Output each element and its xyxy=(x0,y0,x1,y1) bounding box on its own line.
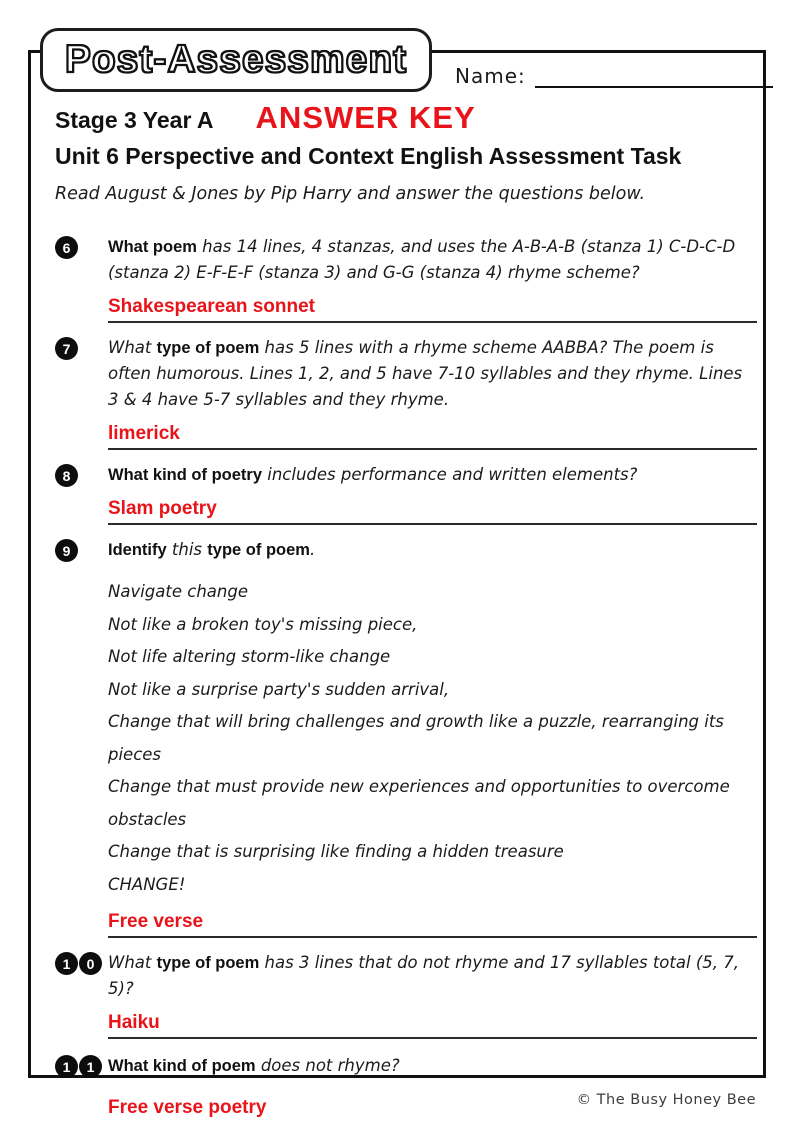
question-7-body xyxy=(108,335,757,450)
question-6 xyxy=(55,234,757,323)
circled-digit-icon: 1 xyxy=(55,952,78,975)
question-7-text: What type of poem has 5 lines with a rhyme scheme AABBA? The poem is often humorous. Lines 1, 2, and 5 have 7-10 syllables and they rhyme. Lines 3 & 4 have 5-7 syllables and they rhyme. xyxy=(108,338,743,409)
question-6-body xyxy=(108,234,757,323)
question-6-text: What poem has 14 lines, 4 stanzas, and uses the A-B-A-B (stanza 1) C-D-C-D (stanza 2) E-F-E-F (stanza 3) and G-G (stanza 4) rhyme scheme? xyxy=(108,237,736,282)
poem-line: Change that is surprising like finding a hidden treasure xyxy=(108,842,564,861)
question-8-answer-line xyxy=(108,498,757,525)
poem-line: Change that will bring challenges and growth like a puzzle, rearranging its pieces xyxy=(108,712,724,764)
question-8-number-badge xyxy=(55,462,108,525)
question-9 xyxy=(55,537,757,938)
question-9-text: Identify this type of poem. xyxy=(108,540,316,559)
name-row xyxy=(455,62,773,88)
circled-digit-icon: 8 xyxy=(55,464,78,487)
question-8 xyxy=(55,462,757,525)
question-11-text: What kind of poem does not rhyme? xyxy=(108,1056,400,1075)
banner-title: Post-Assessment xyxy=(64,38,408,81)
questions-list xyxy=(55,234,757,1122)
question-10-body xyxy=(108,950,757,1039)
question-7 xyxy=(55,335,757,450)
title-row xyxy=(55,100,757,136)
unit-title: Unit 6 Perspective and Context English Assessment Task xyxy=(55,143,682,169)
question-10-answer: Haiku xyxy=(108,1012,160,1033)
poem-line: Not like a broken toy's missing piece, xyxy=(108,614,418,634)
question-8-answer: Slam poetry xyxy=(108,498,217,519)
circled-digit-icon: 0 xyxy=(79,952,102,975)
question-9-number-badge xyxy=(55,537,108,938)
instructions-text: Read August & Jones by Pip Harry and answer the questions below. xyxy=(55,184,646,204)
question-8-text: What kind of poetry includes performance and written elements? xyxy=(108,465,638,484)
circled-digit-icon: 6 xyxy=(55,236,78,259)
question-7-number-badge xyxy=(55,335,108,450)
stage-title: Stage 3 Year A xyxy=(55,107,214,133)
question-6-number-badge xyxy=(55,234,108,323)
poem-line: CHANGE! xyxy=(108,874,186,894)
copyright-credit: © The Busy Honey Bee xyxy=(576,1092,756,1108)
question-10-number-badge xyxy=(55,950,108,1039)
question-8-body xyxy=(108,462,757,525)
circled-digit-icon: 1 xyxy=(55,1055,78,1078)
poem-line: Not like a surprise party's sudden arrival, xyxy=(108,679,450,699)
post-assessment-banner xyxy=(40,28,432,92)
question-9-body xyxy=(108,537,757,938)
circled-digit-icon: 9 xyxy=(55,539,78,562)
question-11 xyxy=(55,1053,757,1122)
circled-digit-icon: 1 xyxy=(79,1055,102,1078)
circled-digit-icon: 7 xyxy=(55,337,78,360)
poem-line: Navigate change xyxy=(108,582,248,601)
question-11-body xyxy=(108,1053,757,1122)
name-blank-line xyxy=(535,62,773,88)
question-10-answer-line xyxy=(108,1012,757,1039)
question-9-answer-line xyxy=(108,911,757,938)
question-7-answer-line xyxy=(108,423,757,450)
question-11-answer: Free verse poetry xyxy=(108,1097,267,1118)
question-6-answer: Shakespearean sonnet xyxy=(108,296,315,317)
poem-line: Change that must provide new experiences and opportunities to overcome obstacles xyxy=(108,777,730,829)
question-11-number-badge xyxy=(55,1053,108,1122)
name-label: Name: xyxy=(455,64,526,88)
poem-line: Not life altering storm-like change xyxy=(108,647,391,666)
content-area xyxy=(55,100,757,1122)
question-10 xyxy=(55,950,757,1039)
poem-excerpt xyxy=(108,576,757,901)
question-9-answer: Free verse xyxy=(108,911,204,932)
question-10-text: What type of poem has 3 lines that do not rhyme and 17 syllables total (5, 7, 5)? xyxy=(108,953,739,998)
question-6-answer-line xyxy=(108,296,757,323)
question-7-answer: limerick xyxy=(108,423,180,444)
answer-key-label: ANSWER KEY xyxy=(255,100,476,135)
